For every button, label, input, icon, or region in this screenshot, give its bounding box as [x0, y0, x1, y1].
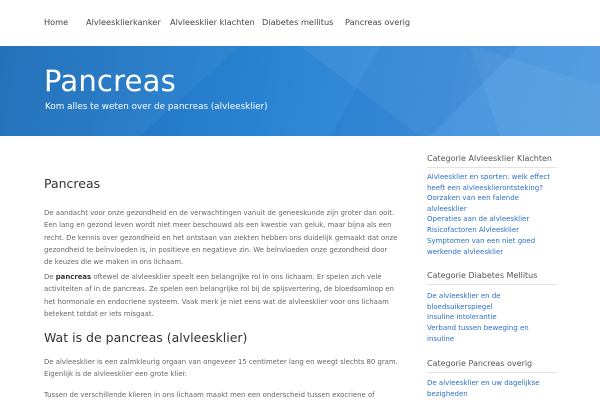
nav-item-pancreas-overig[interactable]: Pancreas overig	[345, 17, 411, 27]
paragraph-2-prefix: De	[44, 273, 56, 281]
sidebar-divider	[427, 372, 557, 373]
sidebar-heading-diabetes-mellitus: Categorie Diabetes Mellitus	[427, 271, 538, 280]
sidebar-heading-pancreas-overig: Categorie Pancreas overig	[427, 359, 533, 368]
sidebar-link[interactable]: Operaties aan de alvleesklier	[427, 215, 530, 223]
pancreas-bold-term: pancreas	[55, 273, 92, 281]
site-title[interactable]: Pancreas	[44, 64, 176, 98]
article-paragraph-2	[44, 271, 398, 320]
sidebar-link[interactable]: Oorzaken van een falende alvleesklier	[427, 194, 519, 213]
sidebar-heading-alvleesklier-klachten: Categorie Alvleesklier Klachten	[427, 154, 552, 163]
page-title: Pancreas	[44, 176, 101, 191]
sidebar-link[interactable]: De alvleesklier en uw dagelijkse bezigheden	[427, 379, 540, 398]
top-navigation	[0, 0, 600, 46]
sidebar-link[interactable]: Insuline intolerantie	[427, 313, 497, 321]
sidebar-divider	[427, 284, 557, 285]
hero-banner	[0, 46, 600, 136]
section-heading: Wat is de pancreas (alvleesklier)	[44, 330, 248, 345]
sidebar-link[interactable]: Symptomen van een niet goed werkende alvleesklier	[427, 237, 536, 256]
paragraph-2-rest: oftewel de alvleesklier speelt een belangrijke rol in ons lichaam. Er spelen zich vele activiteiten af in de pancreas. Ze spelen een belangrijke rol bij de spijsvertering, de bloedsomloop en het hormonale en endocriene systeem. Vaak merk je niet eens wat de alvleesklier voor ons lichaam betekent totdat er iets misgaat.	[44, 273, 394, 318]
sidebar-link[interactable]: Risicofactoren Alvleesklier	[427, 226, 520, 234]
article-paragraph-4: Tussen de verschillende klieren in ons lichaam maakt men een onderscheid tussen exocriene of	[44, 391, 375, 399]
sidebar-link[interactable]: De alvleesklier en de bloedsuikerspiegel	[427, 292, 501, 311]
sidebar-link[interactable]: Alvleesklier en sporten: welk effect heeft een alvleesklierontsteking?	[427, 173, 551, 192]
article-paragraph-1: De aandacht voor onze gezondheid en de verwachtingen vanuit de geneeskunde zijn groter dan ooit. Een lang en gezond leven wordt niet meer beschouwd als een kwestie van geluk, maar bijna als een recht. De kennis over gezondheid en het ontstaan van ziekten hebben ons duidelijk gemaakt dat onze gezondheid te beïnvloeden is, in positieve en negatieve zin. We beïnvloeden onze gezondheid door de keuzes die we maken in ons lichaam.	[44, 209, 398, 267]
nav-item-alvleesklierkanker[interactable]: Alvleesklierkanker	[86, 17, 161, 27]
site-tagline: Kom alles te weten over de pancreas (alvleesklier)	[45, 102, 268, 112]
nav-item-alvleesklier-klachten[interactable]: Alvleesklier klachten	[170, 17, 255, 27]
sidebar-divider	[427, 167, 557, 168]
nav-item-home[interactable]: Home	[44, 17, 69, 27]
article-paragraph-3: De alvleesklier is een zalmkleurig orgaan van ongeveer 15 centimeter lang en weegt slechts 80 gram. Eigenlijk is de alvleesklier een grote klier.	[44, 358, 398, 379]
sidebar-link[interactable]: Verband tussen beweging en insuline	[427, 324, 529, 343]
nav-item-diabetes-mellitus[interactable]: Diabetes mellitus	[262, 17, 334, 27]
